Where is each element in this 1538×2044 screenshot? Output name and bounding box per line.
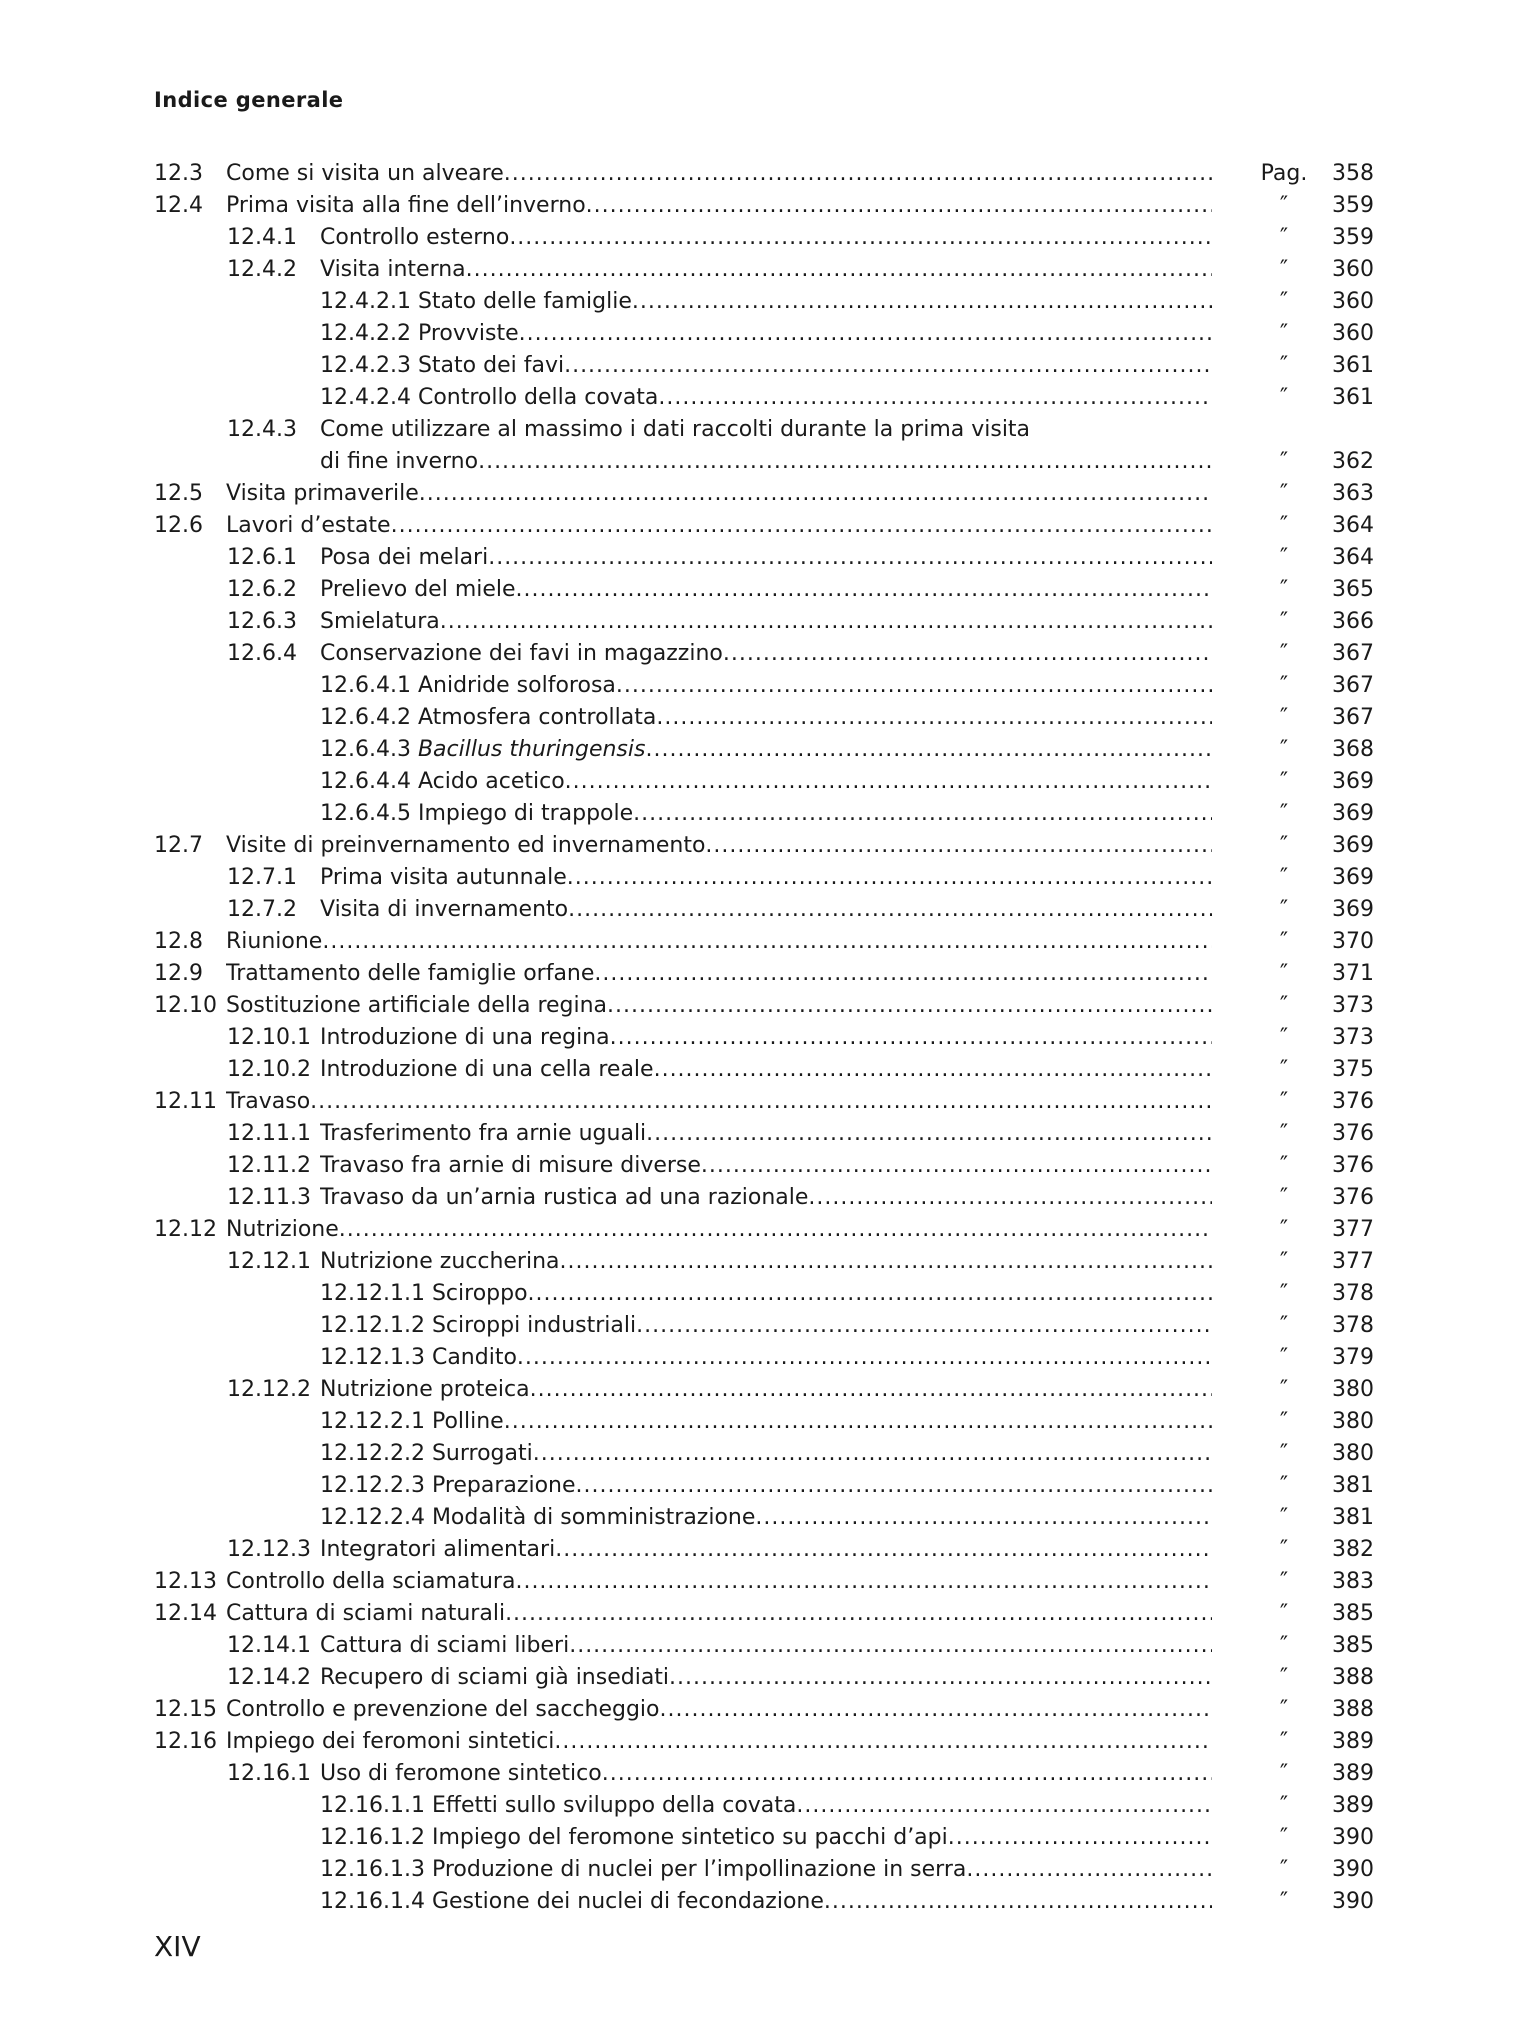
toc-entry-title: Come utilizzare al massimo i dati raccolti durante la prima visita [320, 417, 1031, 442]
toc-entry-title: Trasferimento fra arnie uguali [320, 1121, 647, 1146]
toc-entry-page-prefix: ″ [1279, 1889, 1289, 1914]
toc-entry-number: 12.10 [154, 993, 217, 1018]
toc-entry-title: Prima visita autunnale [320, 865, 567, 890]
toc-entry-page-number: 380 [1332, 1409, 1374, 1434]
table-of-contents [154, 158, 1374, 1918]
toc-entry-title: 12.12.1.2 Sciroppi industriali [320, 1313, 637, 1338]
toc-entry-number: 12.7.2 [227, 897, 297, 922]
toc-entry-number: 12.11.1 [227, 1121, 311, 1146]
toc-entry [154, 1246, 1374, 1278]
toc-entry-page-prefix: ″ [1279, 609, 1289, 634]
toc-entry-page-number: 373 [1332, 993, 1374, 1018]
toc-entry-page-prefix: ″ [1279, 705, 1289, 730]
toc-entry [154, 862, 1374, 894]
toc-entry [154, 1086, 1374, 1118]
toc-entry-page-prefix: ″ [1279, 1025, 1289, 1050]
toc-entry-page-prefix: ″ [1279, 961, 1289, 986]
toc-entry-number: 12.6.1 [227, 545, 297, 570]
toc-entry-title: Controllo e prevenzione del saccheggio [226, 1697, 660, 1722]
toc-entry-title: Controllo esterno [320, 225, 510, 250]
toc-entry-page-prefix: ″ [1279, 865, 1289, 890]
toc-entry-page-prefix: ″ [1279, 1121, 1289, 1146]
toc-entry-title: 12.4.2.3 Stato dei favi [320, 353, 565, 378]
toc-entry-page-number: 371 [1332, 961, 1374, 986]
toc-entry [154, 158, 1374, 190]
toc-entry-page-number: 364 [1332, 545, 1374, 570]
toc-entry-page-number: 366 [1332, 609, 1374, 634]
toc-entry-title: 12.4.2.2 Provviste [320, 321, 519, 346]
toc-entry-page-prefix: ″ [1279, 1633, 1289, 1658]
toc-entry-page-prefix: ″ [1279, 1441, 1289, 1466]
toc-entry-number: 12.5 [154, 481, 203, 506]
toc-entry [154, 318, 1374, 350]
toc-entry-page-prefix: ″ [1279, 1473, 1289, 1498]
toc-entry [154, 1630, 1374, 1662]
toc-entry-page-prefix: ″ [1279, 481, 1289, 506]
toc-entry-number: 12.14 [154, 1601, 217, 1626]
toc-entry-page-number: 389 [1332, 1729, 1374, 1754]
toc-entry-title: Riunione [226, 929, 323, 954]
toc-entry-page-prefix: ″ [1279, 1377, 1289, 1402]
toc-entry-number: 12.11.2 [227, 1153, 311, 1178]
toc-entry-number: 12.15 [154, 1697, 217, 1722]
toc-entry-page-number: 363 [1332, 481, 1374, 506]
toc-entry-page-number: 358 [1332, 161, 1374, 186]
toc-entry-page-number: 376 [1332, 1121, 1374, 1146]
toc-entry-page-number: 390 [1332, 1825, 1374, 1850]
toc-entry-number: 12.6.2 [227, 577, 297, 602]
toc-entry-page-number: 367 [1332, 673, 1374, 698]
toc-entry-number: 12.4 [154, 193, 203, 218]
toc-entry-page-prefix: ″ [1279, 1185, 1289, 1210]
toc-entry-title: Introduzione di una cella reale [320, 1057, 654, 1082]
toc-entry-page-prefix: ″ [1279, 1697, 1289, 1722]
toc-entry-number: 12.6 [154, 513, 203, 538]
toc-entry-number: 12.7.1 [227, 865, 297, 890]
toc-entry [154, 1118, 1374, 1150]
toc-entry [154, 510, 1374, 542]
toc-entry-number: 12.6.3 [227, 609, 297, 634]
toc-entry [154, 1470, 1374, 1502]
toc-entry-page-prefix: ″ [1279, 1569, 1289, 1594]
toc-entry [154, 542, 1374, 574]
toc-entry-title: 12.6.4.4 Acido acetico [320, 769, 565, 794]
toc-entry [154, 1438, 1374, 1470]
toc-entry-number: 12.9 [154, 961, 203, 986]
toc-entry [154, 1342, 1374, 1374]
toc-entry-number: 12.8 [154, 929, 203, 954]
toc-entry-title: 12.12.1.3 Candito [320, 1345, 517, 1370]
toc-entry-page-prefix: ″ [1279, 1345, 1289, 1370]
toc-entry-page-prefix: ″ [1279, 1409, 1289, 1434]
toc-entry-title: Travaso [226, 1089, 311, 1114]
toc-entry-page-number: 370 [1332, 929, 1374, 954]
toc-entry [154, 286, 1374, 318]
toc-entry-page-prefix: ″ [1279, 193, 1289, 218]
toc-entry-page-number: 369 [1332, 833, 1374, 858]
toc-entry-page-number: 368 [1332, 737, 1374, 762]
toc-entry [154, 990, 1374, 1022]
toc-entry-number: 12.12.3 [227, 1537, 311, 1562]
toc-entry-page-prefix: ″ [1279, 1857, 1289, 1882]
toc-entry [154, 1694, 1374, 1726]
toc-entry-title: Sostituzione artificiale della regina [226, 993, 608, 1018]
toc-entry-page-prefix: ″ [1279, 1505, 1289, 1530]
toc-entry-page-prefix: ″ [1279, 1217, 1289, 1242]
toc-entry [154, 1726, 1374, 1758]
toc-entry-page-prefix: ″ [1279, 577, 1289, 602]
toc-entry-title: Prelievo del miele [320, 577, 516, 602]
toc-entry-title: 12.6.4.1 Anidride solforosa [320, 673, 616, 698]
toc-entry [154, 1598, 1374, 1630]
toc-entry-title: Visite di preinvernamento ed invernamento [226, 833, 706, 858]
toc-entry [154, 670, 1374, 702]
toc-entry-page-prefix: ″ [1279, 897, 1289, 922]
toc-entry [154, 1758, 1374, 1790]
toc-entry-page-prefix: ″ [1279, 1729, 1289, 1754]
toc-entry-page-prefix: ″ [1279, 1281, 1289, 1306]
toc-entry-page-number: 369 [1332, 801, 1374, 826]
toc-entry-title: Smielatura [320, 609, 440, 634]
toc-entry [154, 414, 1374, 446]
toc-entry-title: Recupero di sciami già insediati [320, 1665, 670, 1690]
toc-entry-page-number: 385 [1332, 1633, 1374, 1658]
toc-entry-title: Come si visita un alveare [226, 161, 504, 186]
toc-entry-title: Travaso fra arnie di misure diverse [320, 1153, 701, 1178]
toc-entry-title-italic: Bacillus thuringensis [417, 737, 646, 762]
toc-entry-page-number: 381 [1332, 1505, 1374, 1530]
toc-entry-page-prefix: ″ [1279, 545, 1289, 570]
toc-entry-title: Controllo della sciamatura [226, 1569, 516, 1594]
toc-entry-number: 12.7 [154, 833, 203, 858]
toc-entry-title: 12.4.2.1 Stato delle famiglie [320, 289, 632, 314]
toc-entry-page-number: 377 [1332, 1217, 1374, 1242]
toc-entry-page-number: 375 [1332, 1057, 1374, 1082]
toc-entry-title: Nutrizione proteica [320, 1377, 530, 1402]
toc-entry-page-number: 361 [1332, 385, 1374, 410]
toc-entry-page-number: 389 [1332, 1793, 1374, 1818]
toc-entry-page-prefix: ″ [1279, 1153, 1289, 1178]
toc-entry-title: 12.6.4.3 [320, 737, 418, 762]
toc-entry-page-number: 365 [1332, 577, 1374, 602]
toc-entry [154, 1662, 1374, 1694]
toc-entry [154, 1566, 1374, 1598]
toc-entry-title: 12.16.1.1 Effetti sullo sviluppo della covata [320, 1793, 797, 1818]
toc-entry-number: 12.14.1 [227, 1633, 311, 1658]
toc-entry [154, 1406, 1374, 1438]
toc-entry-title: Trattamento delle famiglie orfane [226, 961, 595, 986]
toc-entry [154, 382, 1374, 414]
toc-entry-page-prefix: ″ [1279, 321, 1289, 346]
toc-entry-page-prefix: ″ [1279, 1761, 1289, 1786]
toc-entry-page-number: 390 [1332, 1889, 1374, 1914]
toc-entry [154, 1534, 1374, 1566]
toc-entry [154, 1374, 1374, 1406]
toc-entry-number: 12.10.2 [227, 1057, 311, 1082]
toc-entry-page-prefix: ″ [1279, 769, 1289, 794]
toc-entry-number: 12.4.1 [227, 225, 297, 250]
toc-entry-page-prefix: ″ [1279, 801, 1289, 826]
toc-entry [154, 1822, 1374, 1854]
toc-entry-page-prefix: ″ [1279, 1793, 1289, 1818]
toc-entry [154, 1854, 1374, 1886]
toc-entry-number: 12.4.3 [227, 417, 297, 442]
toc-entry-title: Introduzione di una regina [320, 1025, 610, 1050]
toc-entry-title: 12.12.1.1 Sciroppo [320, 1281, 528, 1306]
toc-entry-title: 12.16.1.3 Produzione di nuclei per l’impollinazione in serra [320, 1857, 967, 1882]
toc-entry-page-prefix: ″ [1279, 353, 1289, 378]
toc-entry [154, 958, 1374, 990]
toc-entry [154, 254, 1374, 286]
toc-entry-number: 12.13 [154, 1569, 217, 1594]
toc-entry-page-number: 362 [1332, 449, 1374, 474]
toc-entry-number: 12.12.1 [227, 1249, 311, 1274]
toc-entry-page-number: 369 [1332, 865, 1374, 890]
toc-entry-page-prefix: ″ [1279, 673, 1289, 698]
toc-entry-page-number: 367 [1332, 705, 1374, 730]
toc-entry-title: Uso di feromone sintetico [320, 1761, 602, 1786]
toc-entry [154, 830, 1374, 862]
toc-entry-title: 12.12.2.3 Preparazione [320, 1473, 576, 1498]
toc-entry [154, 1182, 1374, 1214]
toc-entry-page-number: 360 [1332, 257, 1374, 282]
toc-entry-page-number: 378 [1332, 1313, 1374, 1338]
toc-entry [154, 926, 1374, 958]
toc-entry-title: Nutrizione zuccherina [320, 1249, 560, 1274]
toc-entry-page-number: 389 [1332, 1761, 1374, 1786]
toc-entry-page-number: 380 [1332, 1441, 1374, 1466]
toc-entry-page-prefix: Pag. [1260, 161, 1308, 186]
toc-entry-page-number: 377 [1332, 1249, 1374, 1274]
toc-entry-page-number: 360 [1332, 289, 1374, 314]
toc-entry-page-prefix: ″ [1279, 1057, 1289, 1082]
toc-entry-page-prefix: ″ [1279, 833, 1289, 858]
toc-entry-page-number: 369 [1332, 897, 1374, 922]
toc-entry-page-number: 388 [1332, 1697, 1374, 1722]
page-folio: XIV [154, 1930, 201, 1963]
toc-entry-title: 12.12.2.4 Modalità di somministrazione [320, 1505, 756, 1530]
toc-entry-page-prefix: ″ [1279, 225, 1289, 250]
toc-entry-page-number: 376 [1332, 1089, 1374, 1114]
toc-entry-title: Travaso da un’arnia rustica ad una razionale [320, 1185, 809, 1210]
toc-entry-number: 12.4.2 [227, 257, 297, 282]
toc-entry-title: 12.4.2.4 Controllo della covata [320, 385, 659, 410]
toc-entry-number: 12.11.3 [227, 1185, 311, 1210]
toc-entry-page-prefix: ″ [1279, 513, 1289, 538]
toc-entry [154, 798, 1374, 830]
toc-entry-page-number: 383 [1332, 1569, 1374, 1594]
toc-entry [154, 734, 1374, 766]
toc-entry-title: 12.12.2.2 Surrogati [320, 1441, 533, 1466]
toc-entry-page-prefix: ″ [1279, 641, 1289, 666]
toc-entry-page-prefix: ″ [1279, 1537, 1289, 1562]
toc-entry-title: 12.16.1.4 Gestione dei nuclei di fecondazione [320, 1889, 824, 1914]
toc-entry-page-prefix: ″ [1279, 1665, 1289, 1690]
toc-entry-title: Visita di invernamento [320, 897, 569, 922]
toc-entry-page-number: 376 [1332, 1185, 1374, 1210]
toc-entry-page-prefix: ″ [1279, 993, 1289, 1018]
toc-entry-title: di fine inverno [320, 449, 479, 474]
toc-entry-title: Visita primaverile [226, 481, 419, 506]
toc-entry [154, 574, 1374, 606]
toc-entry-title: Prima visita alla fine dell’inverno [226, 193, 586, 218]
toc-entry-number: 12.14.2 [227, 1665, 311, 1690]
toc-entry-page-number: 380 [1332, 1377, 1374, 1402]
toc-entry-page-prefix: ″ [1279, 737, 1289, 762]
toc-entry-title: 12.6.4.2 Atmosfera controllata [320, 705, 657, 730]
toc-entry-title: Impiego dei feromoni sintetici [226, 1729, 555, 1754]
toc-entry [154, 446, 1374, 478]
toc-entry-title: 12.12.2.1 Polline [320, 1409, 504, 1434]
toc-entry [154, 1790, 1374, 1822]
toc-entry [154, 190, 1374, 222]
toc-entry-page-prefix: ″ [1279, 929, 1289, 954]
running-title: Indice generale [154, 88, 344, 112]
toc-entry-page-number: 359 [1332, 225, 1374, 250]
toc-entry-number: 12.11 [154, 1089, 217, 1114]
toc-entry-title: Conservazione dei favi in magazzino [320, 641, 723, 666]
toc-entry-page-number: 390 [1332, 1857, 1374, 1882]
toc-entry-page-number: 373 [1332, 1025, 1374, 1050]
toc-entry-page-prefix: ″ [1279, 1249, 1289, 1274]
toc-entry-title: Cattura di sciami liberi [320, 1633, 570, 1658]
toc-entry [154, 1886, 1374, 1918]
toc-entry [154, 766, 1374, 798]
toc-entry-page-prefix: ″ [1279, 1313, 1289, 1338]
toc-entry-page-number: 376 [1332, 1153, 1374, 1178]
toc-entry [154, 606, 1374, 638]
toc-entry-number: 12.10.1 [227, 1025, 311, 1050]
toc-entry-page-prefix: ″ [1279, 1825, 1289, 1850]
toc-entry [154, 1150, 1374, 1182]
toc-entry-title: Posa dei melari [320, 545, 489, 570]
toc-entry [154, 1310, 1374, 1342]
toc-entry [154, 478, 1374, 510]
toc-entry [154, 638, 1374, 670]
toc-entry [154, 1214, 1374, 1246]
toc-entry-title: 12.16.1.2 Impiego del feromone sintetico su pacchi d’api [320, 1825, 948, 1850]
toc-entry [154, 222, 1374, 254]
toc-entry-page-prefix: ″ [1279, 1089, 1289, 1114]
toc-entry [154, 702, 1374, 734]
toc-entry-page-number: 360 [1332, 321, 1374, 346]
toc-entry-title: Visita interna [320, 257, 466, 282]
toc-entry-number: 12.6.4 [227, 641, 297, 666]
toc-entry-title: Lavori d’estate [226, 513, 391, 538]
toc-entry-page-number: 364 [1332, 513, 1374, 538]
toc-entry [154, 894, 1374, 926]
toc-entry-page-prefix: ″ [1279, 449, 1289, 474]
toc-entry-title: 12.6.4.5 Impiego di trappole [320, 801, 634, 826]
toc-entry [154, 350, 1374, 382]
toc-entry-page-prefix: ″ [1279, 289, 1289, 314]
toc-entry-page-prefix: ″ [1279, 257, 1289, 282]
toc-entry [154, 1054, 1374, 1086]
toc-entry [154, 1022, 1374, 1054]
toc-entry-page-prefix: ″ [1279, 385, 1289, 410]
toc-entry-page-number: 369 [1332, 769, 1374, 794]
toc-entry-page-prefix: ″ [1279, 1601, 1289, 1626]
toc-entry-page-number: 385 [1332, 1601, 1374, 1626]
toc-entry-title: Nutrizione [226, 1217, 339, 1242]
toc-entry-number: 12.3 [154, 161, 203, 186]
toc-entry-page-number: 361 [1332, 353, 1374, 378]
toc-entry-title: Cattura di sciami naturali [226, 1601, 506, 1626]
toc-entry [154, 1278, 1374, 1310]
toc-entry-number: 12.16.1 [227, 1761, 311, 1786]
toc-entry-number: 12.12.2 [227, 1377, 311, 1402]
toc-entry-page-number: 388 [1332, 1665, 1374, 1690]
toc-entry-page-number: 382 [1332, 1537, 1374, 1562]
toc-entry [154, 1502, 1374, 1534]
toc-entry-number: 12.16 [154, 1729, 217, 1754]
toc-entry-page-number: 367 [1332, 641, 1374, 666]
toc-entry-page-number: 379 [1332, 1345, 1374, 1370]
toc-entry-number: 12.12 [154, 1217, 217, 1242]
toc-entry-title: Integratori alimentari [320, 1537, 556, 1562]
toc-entry-page-number: 378 [1332, 1281, 1374, 1306]
toc-entry-page-number: 381 [1332, 1473, 1374, 1498]
toc-entry-page-number: 359 [1332, 193, 1374, 218]
